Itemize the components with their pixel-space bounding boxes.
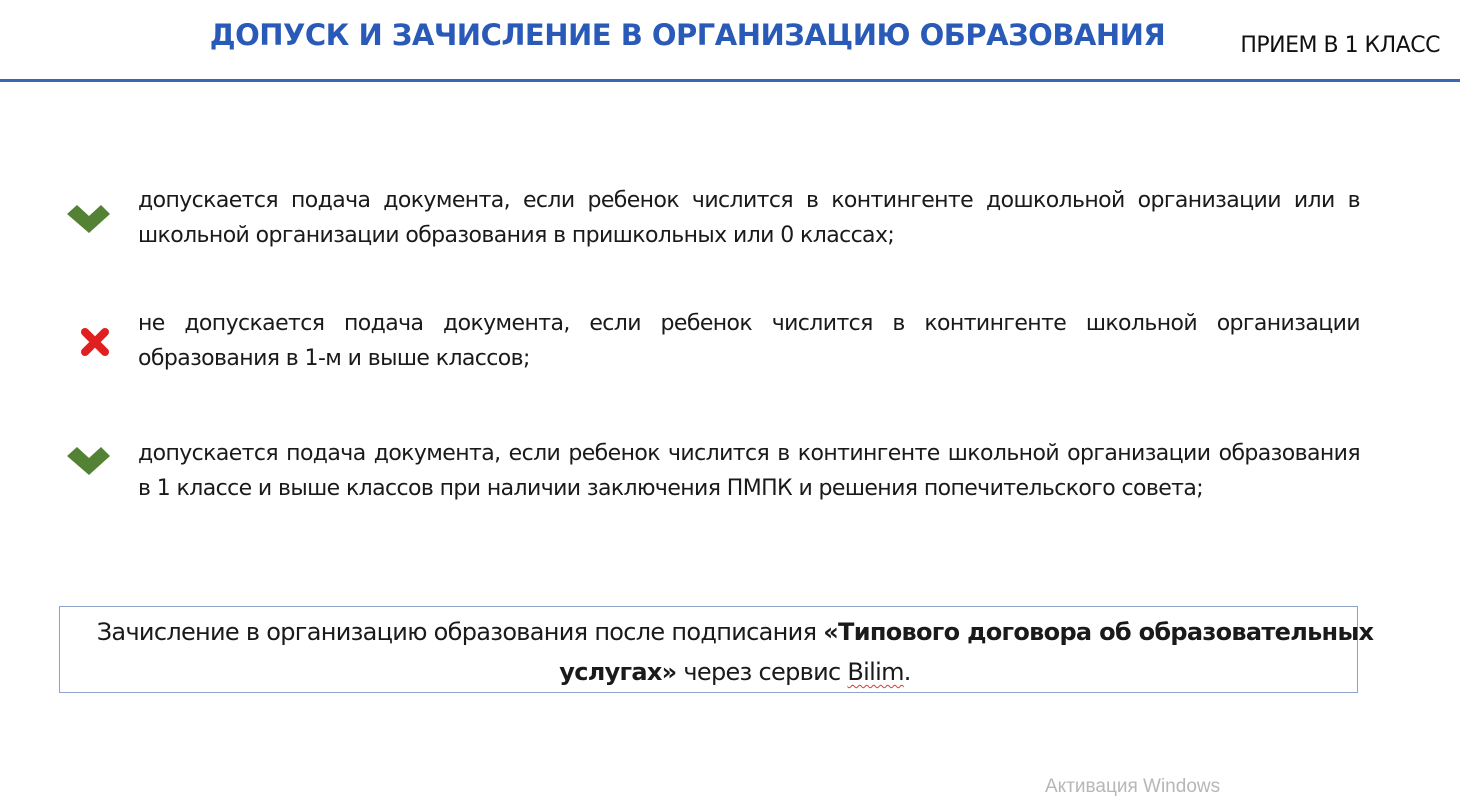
enrollment-note <box>70 612 1400 692</box>
rule-denied-school: не допускается подача документа, если ребенок числится в контингенте школьной организации образования в 1-м и выше классов; <box>138 311 1360 371</box>
rule-allowed-preschool: допускается подача документа, если ребенок числится в контингенте дошкольной организации или в школьной организации образования в пришкольных или 0 классах; <box>138 188 1360 248</box>
section-tag: ПРИЕМ В 1 КЛАСС <box>1240 33 1440 58</box>
note-contract-title: «Типового договора об образовательных услугах» <box>559 618 1374 686</box>
check-icon <box>67 444 111 476</box>
note-service-name: Bilim <box>847 658 904 686</box>
page-title: ДОПУСК И ЗАЧИСЛЕНИЕ В ОРГАНИЗАЦИЮ ОБРАЗОВАНИЯ <box>209 18 1166 52</box>
note-middle: через сервис <box>676 658 848 686</box>
check-icon <box>67 202 111 234</box>
note-suffix: . <box>903 658 911 686</box>
note-prefix: Зачисление в организацию образования после подписания <box>96 618 824 646</box>
windows-activation-watermark: Активация Windows <box>1045 776 1221 797</box>
cross-icon <box>80 327 110 357</box>
rule-allowed-pmpk: допускается подача документа, если ребенок числится в контингенте школьной организации образования в 1 классе и выше классов при наличии заключения ПМПК и решения попечительского совета; <box>138 441 1360 501</box>
header-divider <box>0 79 1460 82</box>
